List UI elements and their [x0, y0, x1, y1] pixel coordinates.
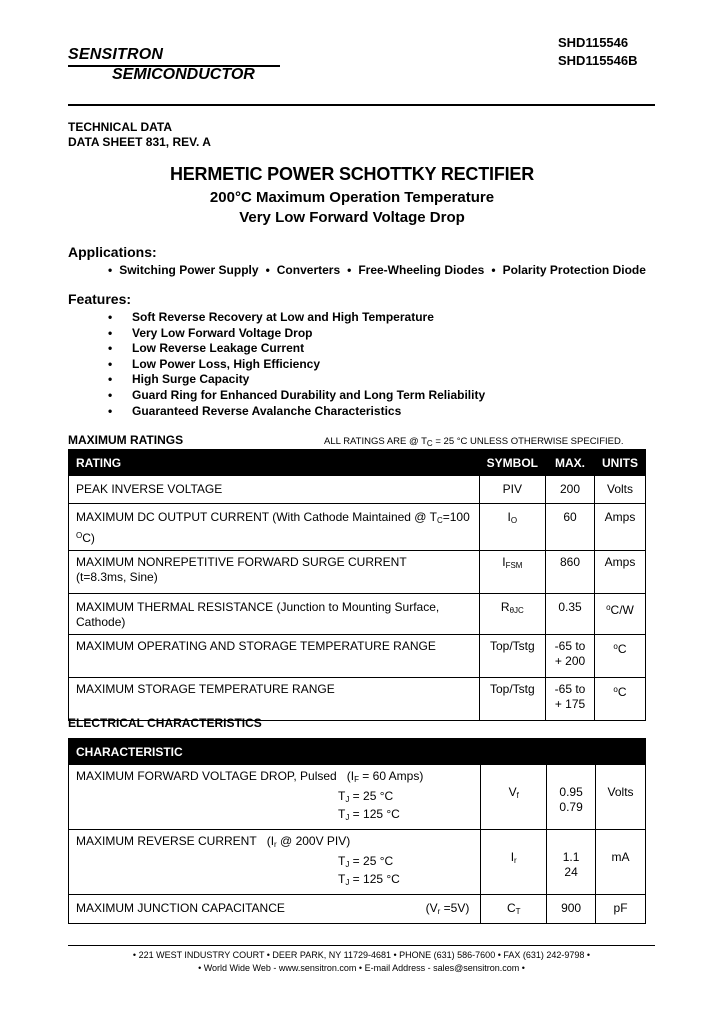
technical-data-label: TECHNICAL DATA: [68, 120, 172, 134]
data-sheet-revision: DATA SHEET 831, REV. A: [68, 135, 211, 149]
characteristic-cell: MAXIMUM REVERSE CURRENT ($I_r$ @ 200V PIV) $T_J = 25$ °C $T_J = 125$ °C: [69, 830, 481, 895]
units-cell: Volts: [594, 476, 645, 504]
table-row: [69, 678, 646, 721]
column-header-symbol: SYMBOL: [479, 450, 545, 476]
characteristic-cell: MAXIMUM FORWARD VOLTAGE DROP, Pulsed ($I_F = 60$ Amps) $T_J = 25$ °C $T_J = 125$ °C: [69, 765, 481, 830]
application-item: Switching Power Supply: [119, 263, 259, 277]
list-item: • High Surge Capacity: [108, 372, 250, 387]
rating-cell: MAXIMUM THERMAL RESISTANCE (Junction to Mounting Surface, Cathode): [69, 594, 480, 635]
applications-list: [108, 263, 646, 277]
symbol-cell: $I_O$: [479, 504, 545, 551]
max-cell: -65 to + 200: [546, 635, 595, 678]
max-ratings-heading: MAXIMUM RATINGS: [68, 433, 184, 447]
bullet-icon: •: [108, 341, 113, 356]
ratings-condition-note: ALL RATINGS ARE @ $T_C = 25$ °C UNLESS OTHERWISE SPECIFIED.: [324, 436, 624, 448]
table-row: [69, 765, 646, 830]
rating-cell: MAXIMUM OPERATING AND STORAGE TEMPERATURE RANGE: [69, 635, 480, 678]
brand-name-line1: SENSITRON: [68, 46, 164, 63]
units-cell: Amps: [594, 504, 645, 551]
rating-cell: MAXIMUM NONREPETITIVE FORWARD SURGE CURRENT (t=8.3ms, Sine): [69, 551, 480, 594]
value-cell: 1.1 24: [547, 830, 596, 895]
units-cell: $^o$C: [594, 635, 645, 678]
rating-cell: MAXIMUM DC OUTPUT CURRENT (With Cathode Maintained @ $T_C=100$ $^O$C): [69, 504, 480, 551]
list-item: • Guard Ring for Enhanced Durability and Long Term Reliability: [108, 387, 486, 402]
list-item: • Guaranteed Reverse Avalanche Characteristics: [108, 403, 402, 418]
max-cell: -65 to + 175: [546, 678, 595, 721]
symbol-cell: $I_r$: [481, 830, 547, 895]
footer-address: • 221 WEST INDUSTRY COURT • DEER PARK, NY 11729-4681 • PHONE (631) 586-7600 • FAX (631) 242-9798 •: [132, 950, 591, 960]
features-heading: Features:: [68, 291, 132, 307]
table-row: [69, 594, 646, 635]
applications-heading: Applications:: [68, 244, 157, 260]
units-cell: Volts: [596, 765, 646, 830]
document-title: HERMETIC POWER SCHOTTKY RECTIFIER: [169, 164, 535, 184]
bullet-icon: •: [108, 403, 113, 418]
header-divider: [68, 104, 655, 106]
part-number-2: SHD115546B: [558, 53, 638, 68]
units-cell: mA: [596, 830, 646, 895]
column-header-characteristic: CHARACTERISTIC: [69, 739, 646, 765]
symbol-cell: PIV: [479, 476, 545, 504]
symbol-cell: $V_f$: [481, 765, 547, 830]
symbol-cell: Top/Tstg: [479, 635, 545, 678]
column-header-units: UNITS: [594, 450, 645, 476]
max-cell: 200: [546, 476, 595, 504]
bullet-icon: •: [347, 263, 352, 277]
table-row: [69, 635, 646, 678]
footer-divider: [68, 945, 655, 946]
max-cell: 0.35: [546, 594, 595, 635]
table-row: [69, 830, 646, 895]
footer-web-email: • World Wide Web - www.sensitron.com • E-mail Address - sales@sensitron.com •: [198, 963, 525, 973]
bullet-icon: •: [108, 356, 113, 371]
rating-cell: PEAK INVERSE VOLTAGE: [69, 476, 480, 504]
table-header-row: [69, 450, 646, 476]
electrical-characteristics-table: [68, 738, 646, 924]
list-item: • Soft Reverse Recovery at Low and High Temperature: [108, 310, 434, 324]
document-subtitle-2: Very Low Forward Voltage Drop: [239, 209, 465, 226]
list-item: • Low Reverse Leakage Current: [108, 341, 305, 356]
list-item: • Low Power Loss, High Efficiency: [108, 356, 321, 371]
max-ratings-table: [68, 449, 646, 721]
bullet-icon: •: [491, 263, 496, 277]
table-row: [69, 504, 646, 551]
column-header-rating: RATING: [69, 450, 480, 476]
list-item: • Very Low Forward Voltage Drop: [108, 325, 313, 340]
symbol-cell: $C_T$: [481, 895, 547, 924]
bullet-icon: •: [108, 310, 113, 324]
bullet-icon: •: [108, 372, 113, 387]
bullet-icon: •: [108, 325, 113, 340]
features-list: [108, 310, 485, 419]
table-header-row: [69, 739, 646, 765]
bullet-icon: •: [108, 387, 113, 402]
application-item: Free-Wheeling Diodes: [358, 263, 485, 277]
brand-name-line2: SEMICONDUCTOR: [112, 66, 255, 83]
table-row: [69, 551, 646, 594]
part-number-1: SHD115546: [558, 35, 629, 50]
units-cell: $^o$C: [594, 678, 645, 721]
symbol-cell: $I_{FSM}$: [479, 551, 545, 594]
table-row: [69, 895, 646, 924]
document-subtitle-1: 200°C Maximum Operation Temperature: [209, 189, 495, 206]
symbol-cell: Top/Tstg: [479, 678, 545, 721]
bullet-icon: •: [108, 263, 113, 277]
application-item: Polarity Protection Diode: [502, 263, 646, 277]
units-cell: Amps: [594, 551, 645, 594]
rating-cell: MAXIMUM STORAGE TEMPERATURE RANGE: [69, 678, 480, 721]
column-header-max: MAX.: [546, 450, 595, 476]
application-item: Converters: [276, 263, 341, 277]
units-cell: $^o$C/W: [594, 594, 645, 635]
value-cell: 0.95 0.79: [547, 765, 596, 830]
table-row: [69, 476, 646, 504]
units-cell: pF: [596, 895, 646, 924]
characteristic-cell: MAXIMUM JUNCTION CAPACITANCE $(V_r =5V)$: [69, 895, 481, 924]
max-cell: 60: [546, 504, 595, 551]
bullet-icon: •: [265, 263, 270, 277]
value-cell: 900: [547, 895, 596, 924]
electrical-heading: ELECTRICAL CHARACTERISTICS: [68, 716, 262, 730]
symbol-cell: $R_{\theta JC}$: [479, 594, 545, 635]
max-cell: 860: [546, 551, 595, 594]
